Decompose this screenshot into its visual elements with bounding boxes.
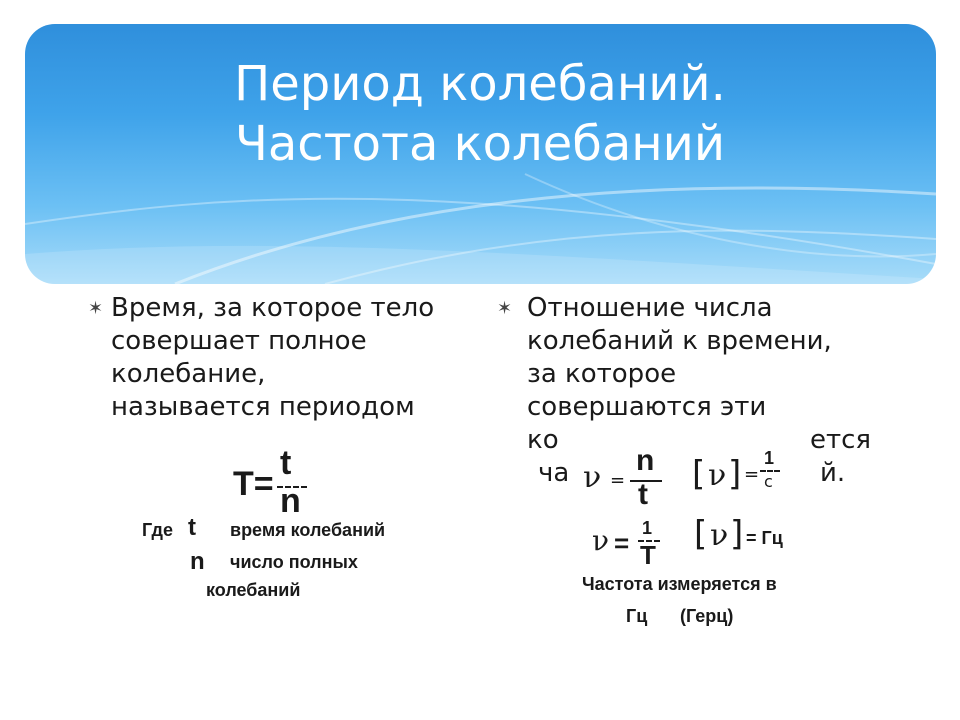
formula-lhs: T=	[233, 465, 274, 503]
formula-numerator: n	[636, 444, 655, 477]
right-line-5-fragment: ко	[527, 425, 559, 455]
nu-symbol: ν	[583, 460, 602, 495]
nu-symbol: ν	[708, 458, 727, 493]
bullet-icon: ✶	[497, 298, 513, 319]
equals-sign: =	[610, 470, 626, 491]
formula-numerator: t	[280, 444, 292, 482]
formula-numerator: 1	[642, 518, 653, 538]
bracket-left: [	[692, 454, 706, 494]
right-line: Отношение числа	[527, 293, 773, 323]
where-n-symbol: n	[190, 548, 205, 575]
right-line-6-fragment: й.	[820, 458, 846, 488]
left-line: Время, за которое тело	[111, 293, 435, 323]
period-formula-image	[130, 430, 460, 610]
right-line: колебаний к времени,	[527, 326, 832, 356]
where-n-description-2: колебаний	[206, 580, 301, 600]
frequency-unit-note: Частота измеряется в	[582, 574, 777, 594]
bracket-right: ]	[728, 454, 742, 494]
right-definition	[527, 292, 907, 424]
nu-symbol: ν	[592, 524, 610, 557]
equals-sign: =	[614, 528, 630, 558]
unit-numerator: 1	[764, 448, 775, 468]
formula-denominator: t	[638, 478, 648, 511]
formula-denominator: T	[640, 540, 656, 570]
title-line-2: Частота колебаний	[234, 116, 726, 172]
left-line: совершает полное	[111, 326, 367, 356]
unit-hertz-full: (Герц)	[680, 606, 734, 626]
where-prefix: Где	[142, 520, 173, 540]
bracket-right: ]	[730, 514, 744, 554]
equals-sign: =	[744, 464, 760, 485]
unit-denominator: с	[764, 472, 773, 491]
where-t-symbol: t	[188, 514, 196, 541]
bullet-icon: ✶	[88, 298, 104, 319]
left-definition	[111, 292, 471, 430]
formula-denominator: n	[280, 482, 301, 520]
title-line-1: Период колебаний.	[234, 56, 726, 112]
bracket-left: [	[694, 514, 708, 554]
right-line-5-fragment: ется	[810, 425, 872, 455]
where-n-description: число полных	[230, 552, 358, 572]
slide-title	[0, 54, 960, 174]
where-t-description: время колебаний	[230, 520, 386, 540]
frequency-formula-1	[570, 444, 815, 511]
unit-hertz-abbrev: Гц	[626, 606, 648, 626]
left-line: колебание,	[111, 359, 266, 389]
right-line-6-fragment: ча	[538, 458, 570, 488]
left-line: называется периодом	[111, 392, 415, 422]
frequency-formula-2	[580, 512, 820, 632]
unit-hertz: = Гц	[746, 528, 783, 548]
right-line: совершаются эти	[527, 392, 767, 422]
right-line: за которое	[527, 359, 677, 389]
nu-symbol: ν	[710, 518, 729, 553]
